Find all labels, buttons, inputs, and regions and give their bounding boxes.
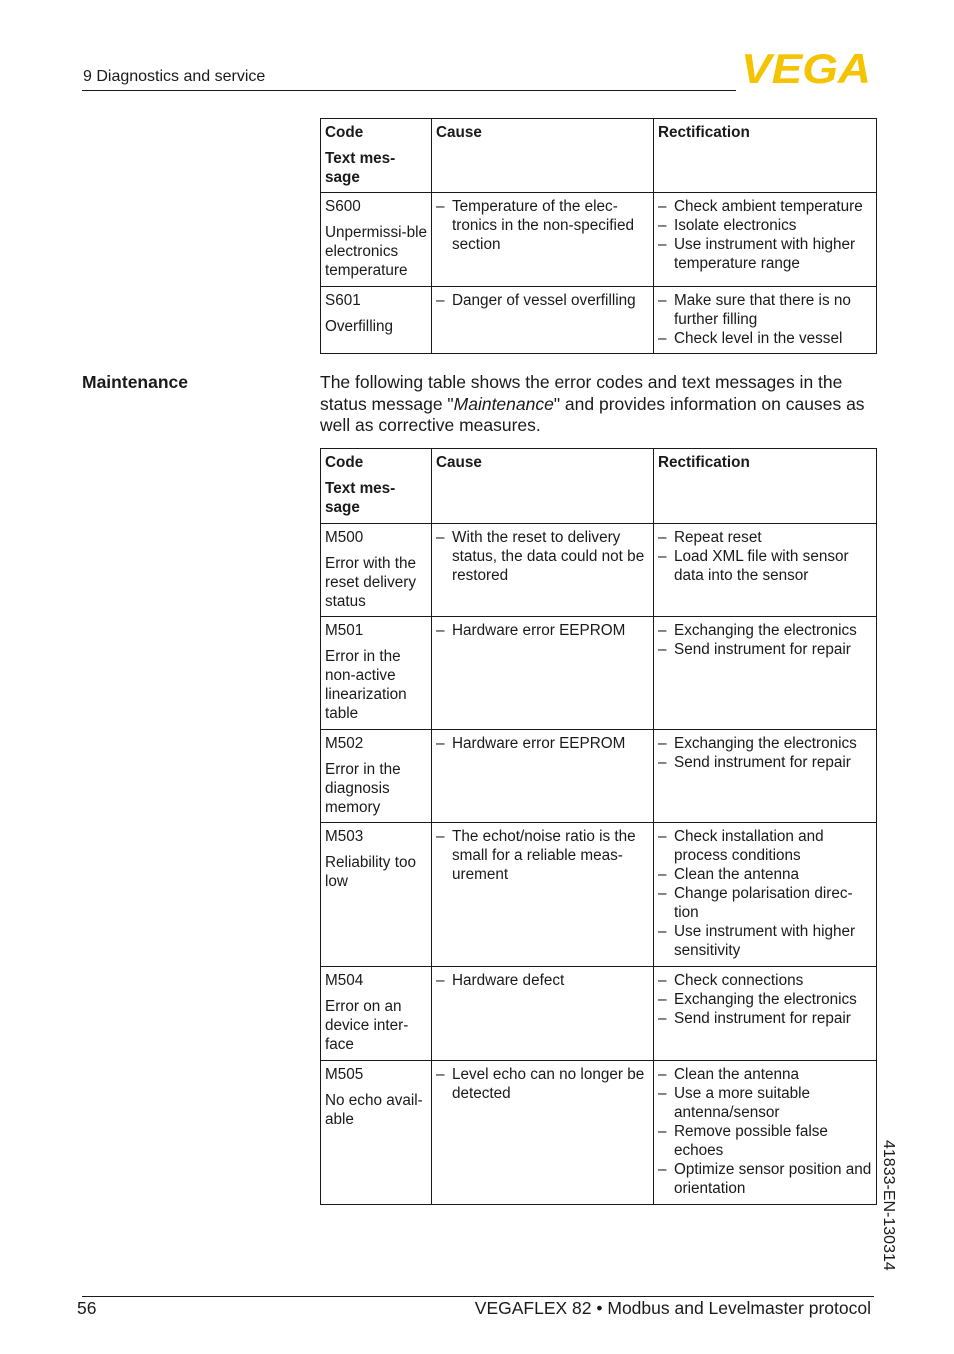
error-code: S600 bbox=[325, 198, 361, 215]
table-row bbox=[321, 1061, 877, 1205]
header-rectification: Rectification bbox=[658, 454, 750, 471]
error-code: S601 bbox=[325, 292, 361, 309]
document-id-margin bbox=[877, 1140, 899, 1290]
rectification-item: – Send instrument for repair bbox=[658, 753, 872, 772]
error-text-message: Error in the diagnosis memory bbox=[325, 761, 401, 816]
cause-list bbox=[436, 1065, 649, 1103]
rectification-item: – Remove possible false echoes bbox=[658, 1122, 872, 1160]
cause-list bbox=[436, 528, 649, 585]
cause-item: – Danger of vessel overfilling bbox=[436, 291, 649, 310]
rectification-item: – Exchanging the electronics bbox=[658, 621, 872, 640]
error-text-message: Unpermissi-ble electronics temperature bbox=[325, 224, 428, 279]
rectification-item: – Repeat reset bbox=[658, 528, 872, 547]
logo-wordmark: VEGA bbox=[741, 51, 871, 85]
rectification-cell bbox=[654, 730, 877, 823]
cause-cell bbox=[432, 617, 654, 730]
code-cell bbox=[321, 193, 432, 287]
header-rectification-cell bbox=[654, 449, 877, 524]
header-code: Code bbox=[325, 124, 364, 141]
code-cell bbox=[321, 524, 432, 617]
header-text-message: Text mes-sage bbox=[325, 480, 396, 516]
cause-item: – The echot/noise ratio is the small for a reliable meas-urement bbox=[436, 827, 649, 884]
table-row bbox=[321, 524, 877, 617]
error-code: M502 bbox=[325, 735, 364, 752]
header-cause-cell bbox=[432, 449, 654, 524]
rectification-item: – Clean the antenna bbox=[658, 865, 872, 884]
header-text-message: Text mes-sage bbox=[325, 150, 396, 186]
error-text-message: Error in the non-active linearization table bbox=[325, 648, 407, 722]
rectification-list bbox=[658, 621, 872, 659]
header-code: Code bbox=[325, 454, 364, 471]
code-cell bbox=[321, 823, 432, 967]
rectification-item: – Exchanging the electronics bbox=[658, 990, 872, 1009]
rectification-item: – Use a more suitable antenna/sensor bbox=[658, 1084, 872, 1122]
table-header-row bbox=[321, 119, 877, 193]
cause-list bbox=[436, 827, 649, 884]
table-row bbox=[321, 617, 877, 730]
rectification-item: – Clean the antenna bbox=[658, 1065, 872, 1084]
rectification-item: – Exchanging the electronics bbox=[658, 734, 872, 753]
rectification-item: – Check ambient temperature bbox=[658, 197, 872, 216]
code-cell bbox=[321, 1061, 432, 1205]
rectification-cell bbox=[654, 1061, 877, 1205]
cause-item: – Hardware error EEPROM bbox=[436, 621, 649, 640]
cause-list bbox=[436, 621, 649, 640]
rectification-item: – Check level in the vessel bbox=[658, 329, 872, 348]
table-row bbox=[321, 193, 877, 287]
section-title: 9 Diagnostics and service bbox=[83, 68, 266, 85]
header-divider bbox=[82, 90, 736, 91]
cause-list bbox=[436, 197, 649, 254]
maintenance-error-table bbox=[320, 448, 877, 1205]
error-code: M504 bbox=[325, 972, 364, 989]
footer-document-title: VEGAFLEX 82 • Modbus and Levelmaster protocol bbox=[474, 1298, 871, 1318]
rectification-cell bbox=[654, 823, 877, 967]
cause-cell bbox=[432, 967, 654, 1061]
error-text-message: Overfilling bbox=[325, 318, 394, 335]
error-code: M503 bbox=[325, 828, 364, 845]
error-code: M500 bbox=[325, 529, 364, 546]
header-code-cell bbox=[321, 449, 432, 524]
cause-item: – Hardware defect bbox=[436, 971, 649, 990]
rectification-list bbox=[658, 197, 872, 273]
cause-cell bbox=[432, 524, 654, 617]
cause-list bbox=[436, 971, 649, 990]
rectification-item: – Optimize sensor position and orientation bbox=[658, 1160, 872, 1198]
cause-cell bbox=[432, 1061, 654, 1205]
rectification-list bbox=[658, 734, 872, 772]
rectification-item: – Check connections bbox=[658, 971, 872, 990]
rectification-item: – Check installation and process conditions bbox=[658, 827, 872, 865]
rectification-list bbox=[658, 971, 872, 1028]
vega-logo bbox=[741, 51, 873, 85]
header-rectification: Rectification bbox=[658, 124, 750, 141]
rectification-item: – Send instrument for repair bbox=[658, 640, 872, 659]
cause-cell bbox=[432, 287, 654, 354]
intro-text-end: " and provides information on causes as well as corrective measures. bbox=[320, 393, 865, 435]
document-id: 41833-EN-130314 bbox=[880, 1140, 897, 1271]
error-text-message: Error with the reset delivery status bbox=[325, 555, 416, 610]
rectification-cell bbox=[654, 193, 877, 287]
cause-item: – Level echo can no longer be detected bbox=[436, 1065, 649, 1103]
cause-cell bbox=[432, 823, 654, 967]
page-number: 56 bbox=[77, 1298, 97, 1318]
code-cell bbox=[321, 287, 432, 354]
rectification-item: – Change polarisation direc-tion bbox=[658, 884, 872, 922]
cause-list bbox=[436, 734, 649, 753]
code-cell bbox=[321, 967, 432, 1061]
rectification-cell bbox=[654, 967, 877, 1061]
rectification-item: – Make sure that there is no further filling bbox=[658, 291, 872, 329]
error-text-message: Reliability too low bbox=[325, 854, 416, 890]
rectification-cell bbox=[654, 524, 877, 617]
header-cause: Cause bbox=[436, 124, 482, 141]
header-cause: Cause bbox=[436, 454, 482, 471]
table-row bbox=[321, 967, 877, 1061]
cause-cell bbox=[432, 193, 654, 287]
header-rectification-cell bbox=[654, 119, 877, 193]
error-code: M501 bbox=[325, 622, 364, 639]
rectification-cell bbox=[654, 617, 877, 730]
rectification-item: – Isolate electronics bbox=[658, 216, 872, 235]
header-cause-cell bbox=[432, 119, 654, 193]
cause-cell bbox=[432, 730, 654, 823]
table-header-row bbox=[321, 449, 877, 524]
table-row bbox=[321, 823, 877, 967]
cause-list bbox=[436, 291, 649, 310]
intro-text-emphasis: Maintenance bbox=[453, 393, 554, 414]
rectification-item: – Use instrument with higher temperature range bbox=[658, 235, 872, 273]
cause-item: – With the reset to delivery status, the data could not be restored bbox=[436, 528, 649, 585]
maintenance-label: Maintenance bbox=[82, 372, 188, 392]
rectification-list bbox=[658, 1065, 872, 1198]
code-cell bbox=[321, 617, 432, 730]
table-row bbox=[321, 287, 877, 354]
cause-item: – Temperature of the elec-tronics in the non-specified section bbox=[436, 197, 649, 254]
intro-text-start: The following table shows the error codes and text messages in the status message " bbox=[320, 372, 843, 414]
cause-item: – Hardware error EEPROM bbox=[436, 734, 649, 753]
rectification-list bbox=[658, 827, 872, 960]
table-row bbox=[321, 730, 877, 823]
rectification-item: – Load XML file with sensor data into the sensor bbox=[658, 547, 872, 585]
error-text-message: No echo avail-able bbox=[325, 1092, 423, 1128]
rectification-list bbox=[658, 291, 872, 348]
header-code-cell bbox=[321, 119, 432, 193]
code-cell bbox=[321, 730, 432, 823]
error-code: M505 bbox=[325, 1066, 364, 1083]
rectification-item: – Use instrument with higher sensitivity bbox=[658, 922, 872, 960]
failure-error-table bbox=[320, 118, 877, 354]
rectification-item: – Send instrument for repair bbox=[658, 1009, 872, 1028]
maintenance-intro bbox=[320, 372, 876, 437]
rectification-cell bbox=[654, 287, 877, 354]
footer-divider bbox=[82, 1296, 874, 1297]
rectification-list bbox=[658, 528, 872, 585]
error-text-message: Error on an device inter-face bbox=[325, 998, 409, 1053]
